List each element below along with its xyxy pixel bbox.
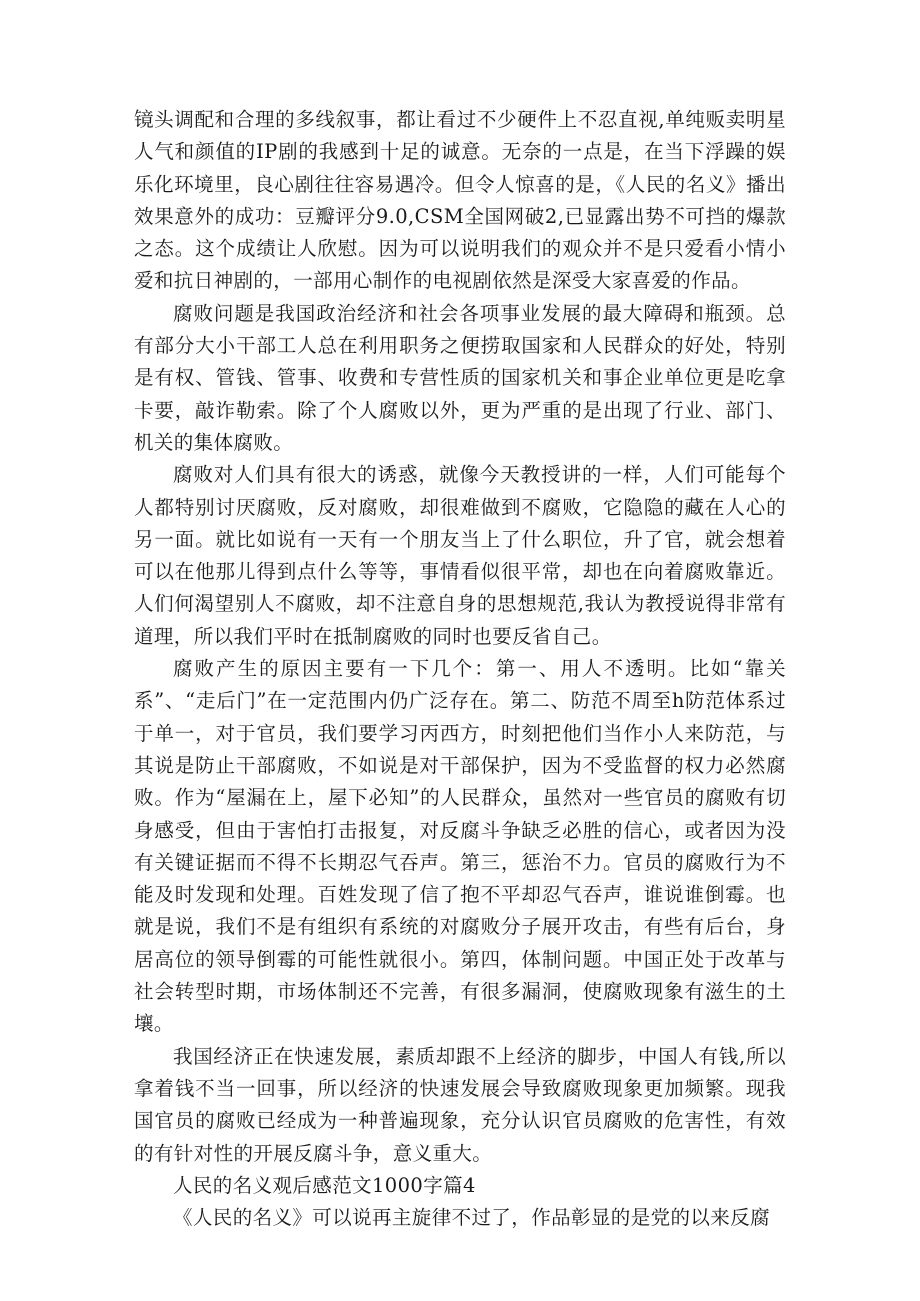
paragraph-6: 《人民的名义》可以说再主旋律不过了，作品彰显的是党的以来反腐 <box>173 1206 771 1230</box>
document-body <box>134 104 786 1234</box>
paragraph-4: 腐败产生的原因主要有一下几个：第一、用人不透明。比如“靠关系”、“走后门”在一定范围内仍广泛存在。第二、防范不周至h防范体系过于单一，对于官员，我们要学习丙西方，时刻把他们当作小人来防范，与其说是防止干部腐败，不如说是对干部保护，因为不受监督的权力必然腐败。作为“屋漏在上，屋下必知”的人民群众，虽然对一些官员的腐败有切身感受，但由于害怕打击报复，对反腐斗争缺乏必胜的信心，或者因为没有关键证据而不得不长期忍气吞声。第三，惩治不力。官员的腐败行为不能及时发现和处理。百姓发现了信了抱不平却忍气吞声，谁说谁倒霉。也就是说，我们不是有组织有系统的对腐败分子展开攻击，有些有后台，身居高位的领导倒霉的可能性就很小。第四，体制问题。中国正处于改革与社会转型时期，市场体制还不完善，有很多漏洞，使腐败现象有滋生的土壤。 <box>134 657 786 1036</box>
paragraph-5: 我国经济正在快速发展，素质却跟不上经济的脚步，中国人有钱,所以拿着钱不当一回事，所以经济的快速发展会导致腐败现象更加频繁。现我国官员的腐败已经成为一种普遍现象，充分认识官员腐败的危害性，有效的有针对性的开展反腐斗争，意义重大。 <box>134 1044 786 1165</box>
paragraph-1: 镜头调配和合理的多线叙事，都让看过不少硬件上不忍直视,单纯贩卖明星人气和颜值的IP剧的我感到十足的诚意。无奈的一点是，在当下浮躁的娱乐化环境里，良心剧往往容易遇冷。但令人惊喜的是，《人民的名义》播出效果意外的成功：豆瓣评分9.0,CSM全国网破2,已显露出势不可挡的爆款之态。这个成绩让人欣慰。因为可以说明我们的观众并不是只爱看小情小爱和抗日神剧的，一部用心制作的电视剧依然是深受大家喜爱的作品。 <box>134 108 786 293</box>
paragraph-3: 腐败对人们具有很大的诱惑，就像今天教授讲的一样，人们可能每个人都特别讨厌腐败，反对腐败，却很难做到不腐败，它隐隐的藏在人心的另一面。就比如说有一天有一个朋友当上了什么职位，升了官，就会想着可以在他那儿得到点什么等等，事情看似很平常，却也在向着腐败靠近。人们何渴望别人不腐败，却不注意自身的思想规范,我认为教授说得非常有道理，所以我们平时在抵制腐败的同时也要反省自己。 <box>134 463 786 648</box>
paragraph-2: 腐败问题是我国政治经济和社会各项事业发展的最大障碍和瓶颈。总有部分大小干部工人总在利用职务之便捞取国家和人民群众的好处，特别是有权、管钱、管事、收费和专营性质的国家机关和事企业单位更是吃拿卡要，敲诈勒索。除了个人腐败以外，更为严重的是出现了行业、部门、机关的集体腐败。 <box>134 301 786 454</box>
section-heading: 人民的名义观后感范文1000字篇4 <box>173 1173 476 1197</box>
